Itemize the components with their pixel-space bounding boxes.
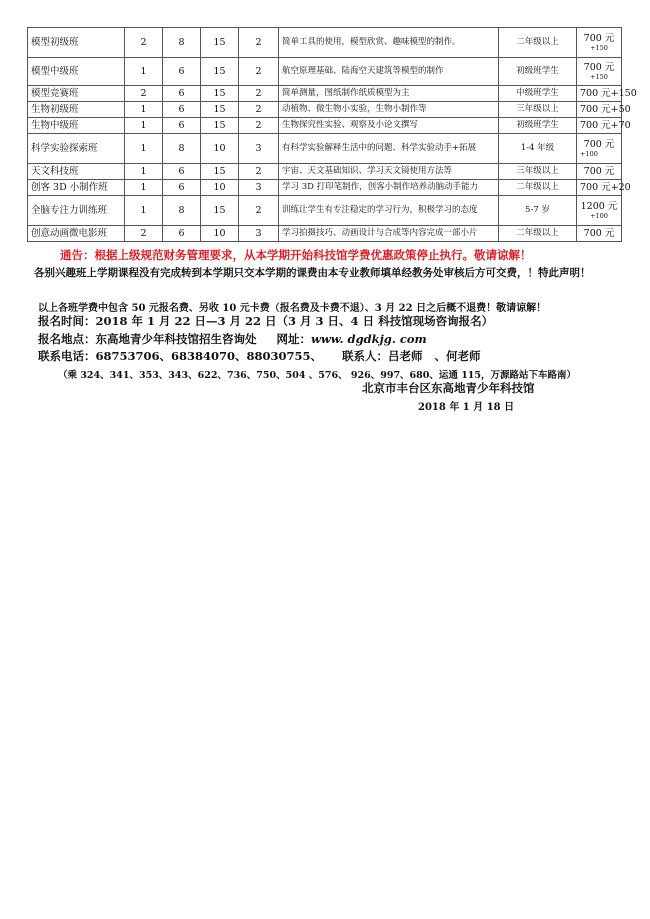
- contact-person-1: 吕老师: [388, 349, 423, 363]
- course-description: 有科学实验解释生活中的问题、科学实验动手+拓展: [279, 134, 499, 164]
- fee-extra: +150: [590, 44, 608, 52]
- course-name: 科学实验探索班: [28, 134, 125, 164]
- course-description: 学习 3D 打印笔制作，创客小制作培养动脑动手能力: [279, 180, 499, 196]
- table-row: [28, 102, 622, 118]
- course-value-1: 1: [125, 196, 163, 226]
- contact-label: 联系人：: [342, 349, 389, 363]
- course-name: 天文科技班: [28, 164, 125, 180]
- course-value-1: 1: [125, 102, 163, 118]
- course-grade: 三年级以上: [499, 164, 577, 180]
- course-description: 简单测量，图纸制作纸质模型为主: [279, 86, 499, 102]
- table-row: [28, 28, 622, 58]
- fee-extra: +150: [590, 73, 608, 81]
- course-description: 生物探究性实验、观察及小论文撰写: [279, 118, 499, 134]
- organization-name: 北京市丰台区东高地青少年科技馆: [362, 381, 535, 395]
- course-value-4: 2: [239, 28, 279, 58]
- course-name: 生物中级班: [28, 118, 125, 134]
- course-description: 简单工具的使用，模型欣赏、趣味模型的制作。: [279, 28, 499, 58]
- course-value-4: 2: [239, 164, 279, 180]
- course-name: 生物初级班: [28, 102, 125, 118]
- table-row: [28, 180, 622, 196]
- course-value-2: 6: [163, 180, 201, 196]
- course-value-2: 6: [163, 118, 201, 134]
- course-grade: 5-7 岁: [499, 196, 577, 226]
- course-description: 宇宙、天文基础知识、学习天文镜使用方法等: [279, 164, 499, 180]
- course-fee: [577, 226, 622, 242]
- course-grade: 二年级以上: [499, 226, 577, 242]
- fee-extra: +50: [610, 104, 631, 115]
- fee-amount: 700 元: [580, 120, 611, 131]
- fee-extra: +20: [610, 182, 631, 193]
- course-grade: 初级班学生: [499, 58, 577, 86]
- course-description: 训练让学生有专注稳定的学习行为，积极学习的态度: [279, 196, 499, 226]
- course-value-4: 3: [239, 134, 279, 164]
- table-row: [28, 164, 622, 180]
- course-value-2: 6: [163, 86, 201, 102]
- website-link[interactable]: www. dgdkjg. com: [311, 332, 427, 346]
- fee-amount: 700 元: [580, 88, 611, 99]
- website-label: 网址：: [276, 332, 311, 346]
- course-fee: [577, 86, 637, 102]
- course-value-1: 1: [125, 118, 163, 134]
- table-row: [28, 86, 622, 102]
- fee-extra: +100: [590, 212, 608, 220]
- course-value-1: 1: [125, 134, 163, 164]
- course-table: [27, 27, 637, 242]
- course-value-1: 2: [125, 226, 163, 242]
- course-description: 动植物、微生物小实验，生物小制作等: [279, 102, 499, 118]
- course-value-2: 8: [163, 28, 201, 58]
- statement-text: 各别兴趣班上学期课程没有完成转到本学期只交本学期的课费由本专业教师填单经教务处审核后方可交费，！特此声明！: [34, 267, 591, 279]
- course-grade: 二年级以上: [499, 180, 577, 196]
- phone-numbers: 68753706、68384070、88030755、: [95, 349, 323, 363]
- course-table-body: [28, 28, 637, 242]
- course-value-3: 15: [201, 196, 239, 226]
- signup-time-label: 报名时间：: [38, 314, 96, 328]
- bus-info: （乘 324、341、353、343、622、736、750、504 、576、 926、997、680、运通 115，万源路站下车路南）: [58, 370, 577, 381]
- contact-line: [38, 348, 481, 364]
- table-row: [28, 118, 622, 134]
- course-value-2: 6: [163, 102, 201, 118]
- course-description: 航空原理基础、陆海空天建筑等模型的制作: [279, 58, 499, 86]
- fee-amount: 700 元: [583, 166, 615, 177]
- table-row: [28, 58, 622, 86]
- course-value-1: 1: [125, 58, 163, 86]
- fee-amount: 700 元: [580, 104, 611, 115]
- course-name: 创客 3D 小制作班: [28, 180, 125, 196]
- course-value-3: 10: [201, 226, 239, 242]
- fee-amount: 700 元: [583, 139, 615, 150]
- course-value-3: 15: [201, 102, 239, 118]
- course-value-4: 2: [239, 196, 279, 226]
- course-value-1: 1: [125, 164, 163, 180]
- fee-extra: +150: [610, 88, 637, 99]
- course-grade: 初级班学生: [499, 118, 577, 134]
- fee-amount: 700 元: [583, 33, 615, 44]
- fees-note: 以上各班学费中包含 50 元报名费、另收 10 元卡费（报名费及卡费不退）、3 月 22 日之后概不退费！敬请谅解！: [38, 303, 547, 314]
- course-value-4: 2: [239, 102, 279, 118]
- course-fee: [577, 134, 622, 164]
- fee-extra: +100: [580, 150, 598, 158]
- course-value-3: 15: [201, 118, 239, 134]
- course-value-2: 6: [163, 164, 201, 180]
- course-value-2: 8: [163, 196, 201, 226]
- table-row: [28, 134, 622, 164]
- course-value-4: 2: [239, 58, 279, 86]
- course-fee: [577, 102, 631, 118]
- fee-amount: 1200 元: [580, 201, 618, 212]
- course-value-3: 10: [201, 134, 239, 164]
- issue-date: 2018 年 1 月 18 日: [418, 402, 515, 413]
- course-value-4: 2: [239, 86, 279, 102]
- location-line: [38, 331, 427, 347]
- course-fee: [577, 180, 631, 196]
- course-value-4: 2: [239, 118, 279, 134]
- course-value-1: 1: [125, 180, 163, 196]
- course-value-3: 15: [201, 28, 239, 58]
- course-fee: [577, 58, 622, 86]
- course-value-3: 15: [201, 164, 239, 180]
- course-fee: [577, 196, 622, 226]
- signup-time-value: 2018 年 1 月 22 日—3 月 22 日（3 月 3 日、4 日 科技馆现场咨询报名）: [95, 314, 494, 328]
- contact-person-2: 、何老师: [434, 349, 481, 363]
- course-grade: 1-4 年级: [499, 134, 577, 164]
- course-value-4: 3: [239, 226, 279, 242]
- table-row: [28, 196, 622, 226]
- course-name: 模型竞赛班: [28, 86, 125, 102]
- course-value-2: 6: [163, 226, 201, 242]
- course-fee: [577, 28, 622, 58]
- course-value-4: 3: [239, 180, 279, 196]
- signup-time-line: [38, 313, 493, 329]
- course-grade: 二年级以上: [499, 28, 577, 58]
- course-grade: 三年级以上: [499, 102, 577, 118]
- course-value-1: 2: [125, 86, 163, 102]
- location-label: 报名地点：: [38, 332, 96, 346]
- course-name: 全脑专注力训练班: [28, 196, 125, 226]
- table-row: [28, 226, 622, 242]
- course-name: 模型初级班: [28, 28, 125, 58]
- course-name: 模型中级班: [28, 58, 125, 86]
- phone-label: 联系电话：: [38, 349, 96, 363]
- course-name: 创意动画微电影班: [28, 226, 125, 242]
- course-value-3: 15: [201, 86, 239, 102]
- course-value-2: 6: [163, 58, 201, 86]
- fee-amount: 700 元: [583, 62, 615, 73]
- course-value-3: 15: [201, 58, 239, 86]
- course-fee: [577, 118, 631, 134]
- course-value-1: 2: [125, 28, 163, 58]
- fee-amount: 700 元: [583, 228, 615, 239]
- location-value: 东高地青少年科技馆招生咨询处: [95, 332, 257, 346]
- fee-amount: 700 元: [580, 182, 611, 193]
- notice-text: 通告：根据上级规范财务管理要求，从本学期开始科技馆学费优惠政策停止执行。敬请谅解！: [60, 248, 532, 262]
- fee-extra: +70: [610, 120, 631, 131]
- course-description: 学习拍摄技巧、动画设计与合成等内容完成一部小片: [279, 226, 499, 242]
- course-value-3: 10: [201, 180, 239, 196]
- course-fee: [577, 164, 622, 180]
- course-grade: 中级班学生: [499, 86, 577, 102]
- course-value-2: 8: [163, 134, 201, 164]
